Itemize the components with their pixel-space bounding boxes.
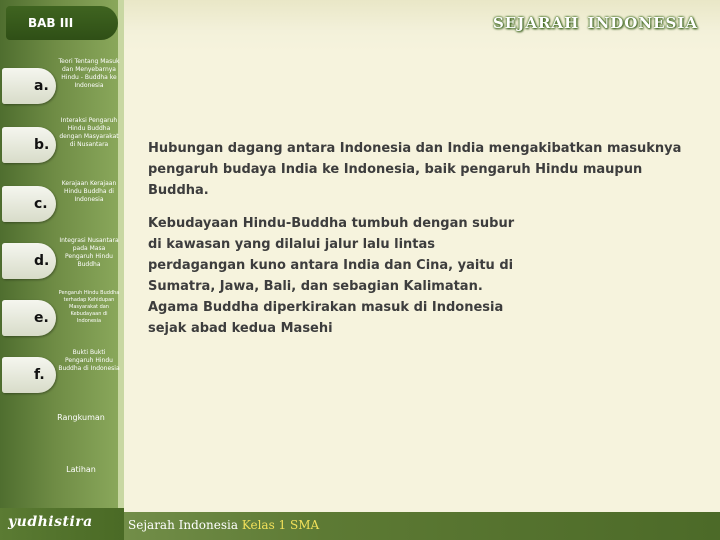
sidebar-item-letter[interactable]: c. [2, 186, 56, 222]
sidebar-item-a[interactable] [0, 54, 122, 114]
sidebar-item-label[interactable]: Integrasi Nusantara pada Masa Pengaruh Hindu Buddha [59, 237, 119, 268]
footer-book-title [128, 518, 319, 532]
sidebar-item-label[interactable]: Bukti Bukti Pengaruh Hindu Buddha di Indonesia [58, 349, 120, 372]
sidebar-item-d[interactable] [0, 229, 122, 289]
chapter-tab[interactable]: BAB III [6, 6, 118, 40]
sidebar-item-b[interactable] [0, 113, 122, 173]
latihan-link[interactable]: Latihan [66, 465, 96, 474]
main-content [148, 138, 700, 339]
sidebar-item-letter[interactable]: f. [2, 357, 56, 393]
sidebar-item-label[interactable]: Interaksi Pengaruh Hindu Buddha dengan Masyarakat di Nusantara [59, 117, 119, 148]
sidebar-item-c[interactable] [0, 172, 122, 232]
sidebar-item-label[interactable]: Kerajaan Kerajaan Hindu Buddha di Indonesia [61, 180, 117, 203]
book-title-text: Sejarah Indonesia [128, 518, 238, 532]
sidebar-item-label[interactable]: Teori Tentang Masuk dan Menyebarnya Hindu - Buddha ke Indonesia [58, 58, 120, 89]
paragraph-2: Kebudayaan Hindu-Buddha tumbuh dengan subur di kawasan yang dilalui jalur lalu lintas perdagangan kuno antara India dan Cina, yaitu di Sumatra, Jawa, Bali, dan sebagian Kalimatan. Agama Buddha diperkirakan masuk di Indonesia sejak abad kedua Masehi [148, 216, 515, 336]
publisher-logo: yudhistira [8, 514, 93, 530]
sidebar-item-letter[interactable]: d. [2, 243, 56, 279]
sidebar-item-f[interactable] [0, 343, 122, 403]
sidebar-item-letter[interactable]: a. [2, 68, 56, 104]
sidebar-item-letter[interactable]: b. [2, 127, 56, 163]
rangkuman-link[interactable]: Rangkuman [57, 413, 105, 422]
sidebar-item-e[interactable] [0, 286, 122, 346]
sidebar-item-letter[interactable]: e. [2, 300, 56, 336]
book-class-text: Kelas 1 SMA [241, 518, 320, 532]
page-title: sejarah indonesia [492, 8, 698, 33]
sidebar-item-label[interactable]: Pengaruh Hindu Buddha terhadap Kehidupan Masyarakat dan Kebudayaan di Indonesia [58, 290, 120, 324]
paragraph-1: Hubungan dagang antara Indonesia dan India mengakibatkan masuknya pengaruh budaya India ke Indonesia, baik pengaruh Hindu maupun Buddha. [148, 141, 682, 198]
